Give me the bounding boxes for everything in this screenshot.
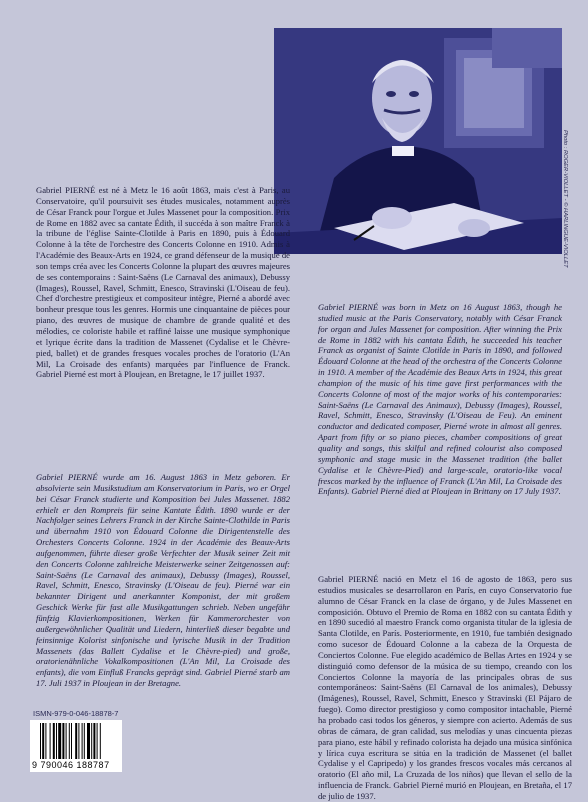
biography-french — [36, 185, 290, 380]
barcode-bars — [40, 723, 112, 759]
biography-german-text: Gabriel PIERNÉ wurde am 16. August 1863 in Metz geboren. Er absolvierte sein Musikstudium am Konservatorium in Paris, wo er Orgel bei César Franck studierte und Komposition bei Jules Massenet. 1882 erhielt er den Rompreis für seine Kantate Édith. 1890 wurde er der Nachfolger seines Lehrers Franck in der Kirche Sainte-Clothilde in Paris und übernahm 1910 von Édouard Colonne die Dirigentenstelle des Orchesters Concerts Colonne. 1924 in der Académie des Beaux-Arts aufgenommen, führte dieser große Verfechter der Musik seiner Zeit mit den Concerts Colonne zahlreiche Meisterwerke seiner Zeitgenossen auf: Saint-Saëns (Le Carnaval des animaux), Debussy (Images), Roussel, Ravel, Schmitt, Enesco, Stravinsky (L'Oiseau de feu). Pierné war ein bekannter Dirigent und anerkannter Komponist, der mit großem Geschick Werke für fast alle Musikgattungen schrieb. Neben ungefähr fünfzig Klavierkompositionen, Werken für Kammerorchester von außergewöhnlicher Qualität und Liedern, hinterließ dieser begabte und feinsinnige Kolorist sinfonische und lyrische Musik in der Tradition Massenets (das Ballett Cydalise et le Chèvre-pied) und große, oratorienähnliche Vokalkompositionen (L'An Mil, La Croisade des enfants), die vom Einfluß Francks geprägt sind. Gabriel Pierné starb am 17. Juli 1937 in Ploujean in der Bretagne. — [36, 472, 290, 689]
biography-spanish-text: Gabriel PIERNÉ nació en Metz el 16 de agosto de 1863, pero sus estudios musicales se desarrollaron en París, en cuyo Conservatorio fue alumno de César Franck en la clase de órgano, y de Jules Massenet en composición. Obtuvo el Premio de Roma en 1882 con su cantata Édith y en 1890 sucedió al maestro Franck como organista titular de la iglesia de Santa Clotilde, en París. Posteriormente, en 1910, fue también designado como sucesor de Édouard Colonne a la cabeza de la Orquesta de Conciertos Colonne. Fue elegido académico de Bellas Artes en 1924 y se distinguió como defensor de la música de su tiempo, creando con los Conciertos Colonne la mayoría de las principales obras de sus contemporáneos: Saint-Saëns (El Carnaval de los animales), Debussy (Imágenes), Roussel, Ravel, Schmitt, Enesco y Stravinski (El Pájaro de fuego). Como director prestigioso y como compositor intachable, Pierné ha probado casi todos los géneros, y siempre con acierto. Además de sus obras de cámara, de gran calidad, sus melodías y unas cincuenta piezas para piano, este hábil y refinado colorista ha dejado una música sinfónica y lírica cuya escritura se sitúa en la tradición de Massenet (el ballet Cydalise y el Capripedo) y los grandes frescos vocales más cercanos al oratorio (El año mil, La Cruzada de los niños) que llevan el sello de la influencia de Franck. Gabriel Pierné murió en Ploujean, en Bretaña, el 17 de julio de 1937. — [318, 574, 572, 801]
photo-credit-text: Photo : ROGER-VIOLLET - © HARLINGUE-VIOLLET — [562, 130, 568, 268]
barcode-digits: 9 790046 188787 — [32, 760, 110, 770]
portrait-illustration — [274, 28, 562, 254]
biography-french-text: Gabriel PIERNÉ est né à Metz le 16 août 1863, mais c'est à Paris, au Conservatoire, qu'il poursuivit ses études musicales, notamment auprès de César Franck pour l'orgue et Jules Massenet pour la composition. Prix de Rome en 1882 avec sa cantate Édith, il succéda à son maître Franck à la tribune de l'église Sainte-Clotilde à Paris en 1890, puis à Édouard Colonne à la tête de l'orchestre des Concerts Colonne en 1910. Admis à l'Académie des Beaux-Arts en 1924, ce grand défenseur de la musique de son temps créa avec les Concerts Colonne la plupart des œuvres majeures de ses contemporains : Saint-Saëns (Le Carnaval des animaux), Debussy (Images), Roussel, Ravel, Schmitt, Enesco, Stravinski (L'Oiseau de feu). Chef d'orchestre prestigieux et compositeur intègre, Pierné a abordé avec bonheur presque tous les genres. Hormis une cinquantaine de pièces pour piano, des œuvres de musique de chambre de grande qualité et des mélodies, ce coloriste habile et raffiné laisse une musique symphonique et lyrique écrite dans la tradition de Massenet (Cydalise et le Chèvre-pied, ballet) et de grandes fresques vocales proches de l'oratorio (L'An Mil, La Croisade des enfants) marquées par l'influence de Franck. Gabriel Pierné est mort à Ploujean, en Bretagne, le 17 juillet 1937. — [36, 185, 290, 380]
biography-english-text: Gabriel PIERNÉ was born in Metz on 16 August 1863, though he studied music at the Paris Conservatory, notably with César Franck for organ and Jules Massenet for composition. After winning the Prix de Rome in 1882 with his cantata Édith, he succeeded his teacher Franck as organist of Sainte Clotilde in Paris in 1890, and followed Édouard Colonne at the head of the orchestra of the Concerts Colonne in 1910. A member of the Académie des Beaux Arts in 1924, this great champion of the music of his time gave first performances with the Concerts Colonne of most of the major works of his contemporaries: Saint-Saëns (Le Carnaval des Animaux), Debussy (Images), Roussel, Ravel, Schmitt, Enesco, Stravinsky (L'Oiseau de Feu). An eminent conductor and dedicated composer, Pierné wrote in almost all genres. Apart from fifty or so piano pieces, chamber compositions of great quality and songs, this skilful and refined colourist also composed symphonic and stage music in the Massenet tradition (the ballet Cydalise et le Chèvre-Pied) and large-scale, oratorio-like vocal frescos marked by the influence of Franck (L'An Mil, La Croisade des Enfants). Gabriel Pierné died at Ploujean in Brittany on 17 July 1937. — [318, 302, 562, 497]
barcode — [30, 720, 122, 772]
ismn-number: ISMN-979-0-046-18878-7 — [33, 709, 119, 718]
biography-german — [36, 472, 290, 689]
photo-credit — [561, 130, 575, 268]
composer-photo — [274, 28, 562, 254]
biography-spanish — [318, 574, 572, 802]
biography-english — [318, 302, 562, 497]
